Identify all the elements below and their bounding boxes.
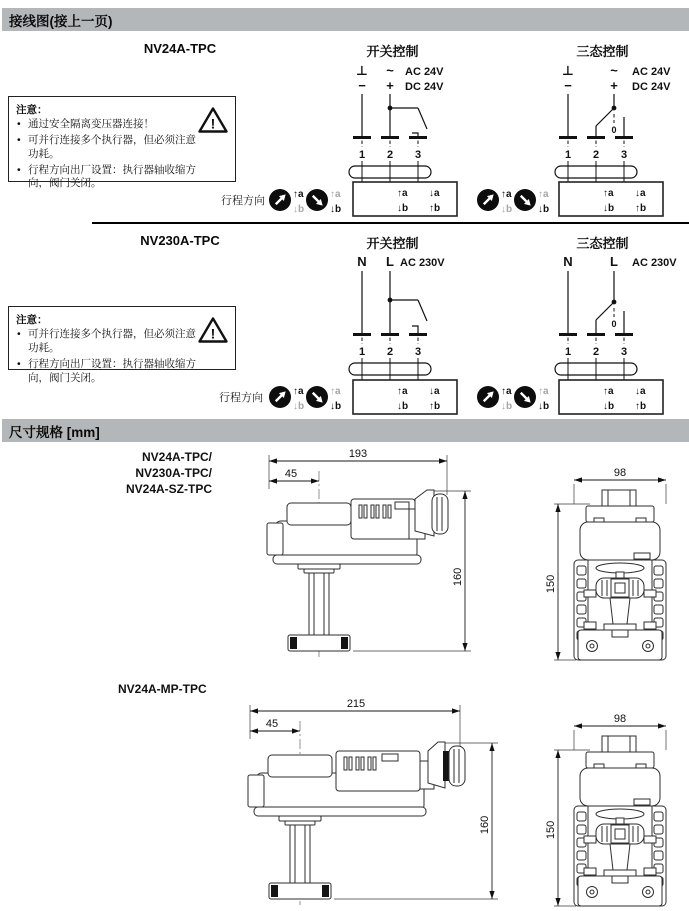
svg-text:↓b: ↓b bbox=[330, 401, 342, 412]
svg-text:↓b: ↓b bbox=[538, 401, 550, 412]
terminal-number: 3 bbox=[414, 346, 422, 358]
dim-offset: 45 bbox=[265, 718, 279, 730]
stroke-direction-a: ↑a bbox=[603, 188, 614, 199]
dim-height: 150 bbox=[545, 574, 557, 594]
svg-text:↑a: ↑a bbox=[501, 189, 512, 200]
voltage-label-dc: DC 24V bbox=[632, 81, 671, 93]
diagram-title-tristate-control-230: 三态控制 bbox=[576, 236, 629, 251]
svg-text:↑a: ↑a bbox=[330, 386, 341, 397]
notes-box-nv24a bbox=[8, 96, 236, 190]
svg-text:↓b: ↓b bbox=[330, 204, 342, 215]
stroke-direction-b: ↑b bbox=[635, 203, 647, 214]
terminal-number: 1 bbox=[564, 149, 572, 161]
dimensions-section-header bbox=[2, 419, 689, 442]
stroke-direction-b: ↓b bbox=[603, 203, 615, 214]
dim-height: 160 bbox=[479, 815, 491, 835]
voltage-label-ac: AC 24V bbox=[632, 66, 671, 78]
dim-offset: 45 bbox=[284, 468, 298, 480]
knob-se-icon bbox=[306, 189, 328, 211]
dimension-model-labels: NV24A-MP-TPC bbox=[118, 682, 207, 696]
direction-knob-pair bbox=[476, 184, 554, 216]
stroke-direction-b: ↓b bbox=[397, 203, 409, 214]
terminal-number: 2 bbox=[592, 346, 600, 358]
stroke-direction-b: ↓b bbox=[397, 401, 409, 412]
stroke-direction-b: ↑b bbox=[429, 203, 441, 214]
model-title-nv230a-tpc: NV230A-TPC bbox=[140, 233, 220, 248]
note-item: • 通过安全隔离变压器连接！ bbox=[16, 118, 228, 132]
dim-length: 193 bbox=[348, 448, 368, 460]
minus-symbol: − bbox=[358, 78, 366, 93]
stroke-direction-label: 行程方向 bbox=[221, 195, 265, 207]
svg-text:↑a: ↑a bbox=[293, 386, 304, 397]
stroke-direction-b: ↓b bbox=[603, 401, 615, 412]
terminal-number: 3 bbox=[620, 346, 628, 358]
ac-symbol: ~ bbox=[610, 63, 618, 78]
voltage-label-dc: DC 24V bbox=[405, 81, 444, 93]
svg-text:↓b: ↓b bbox=[501, 401, 513, 412]
dimensions-section-title: 尺寸规格 [mm] bbox=[9, 424, 100, 440]
diagram-title-switch-control-230: 开关控制 bbox=[366, 236, 419, 251]
knob-se-icon bbox=[514, 189, 536, 211]
terminal-number: 3 bbox=[414, 149, 422, 161]
svg-text:↓b: ↓b bbox=[293, 401, 305, 412]
dim-height: 160 bbox=[452, 567, 464, 587]
svg-text:↑a: ↑a bbox=[538, 386, 549, 397]
terminal-number: 3 bbox=[620, 149, 628, 161]
side-view-drawing-nv24a-mp bbox=[210, 693, 505, 908]
warning-exclamation: ! bbox=[210, 115, 216, 132]
stroke-direction-a: ↓a bbox=[635, 188, 646, 199]
knob-ne-icon bbox=[477, 189, 499, 211]
ground-symbol: ⊥ bbox=[356, 63, 368, 78]
model-title-nv24a-tpc: NV24A-TPC bbox=[143, 41, 217, 56]
knob-se-icon bbox=[514, 386, 536, 408]
plus-symbol: + bbox=[610, 78, 618, 93]
note-item: • 可并行连接多个执行器，但必须注意功耗。 bbox=[16, 328, 228, 356]
plus-symbol: + bbox=[386, 78, 394, 93]
stroke-direction-a: ↓a bbox=[429, 386, 440, 397]
svg-text:↓b: ↓b bbox=[501, 204, 513, 215]
svg-text:↓b: ↓b bbox=[293, 204, 305, 215]
knob-ne-icon bbox=[477, 386, 499, 408]
stroke-direction-a: ↑a bbox=[603, 386, 614, 397]
ground-symbol: ⊥ bbox=[562, 63, 574, 78]
switch-zero-position: 0 bbox=[611, 319, 617, 329]
svg-text:↓b: ↓b bbox=[538, 204, 550, 215]
front-view-drawing-nv24a-mp bbox=[538, 706, 688, 911]
wiring-section-header bbox=[2, 8, 689, 31]
terminal-number: 2 bbox=[386, 346, 394, 358]
stroke-direction-a: ↓a bbox=[635, 386, 646, 397]
section-divider bbox=[92, 222, 689, 224]
diagram-title-switch-control-24: 开关控制 bbox=[366, 44, 419, 59]
stroke-direction-label: 行程方向 bbox=[219, 392, 263, 404]
switch-zero-position: 0 bbox=[611, 125, 617, 135]
line-symbol: L bbox=[386, 254, 394, 269]
dim-length: 215 bbox=[346, 698, 366, 710]
terminal-number: 1 bbox=[358, 149, 366, 161]
voltage-label-ac: AC 230V bbox=[632, 257, 677, 269]
dim-height: 150 bbox=[545, 820, 557, 840]
side-view-drawing-nv24a bbox=[213, 443, 478, 665]
terminal-number: 2 bbox=[592, 149, 600, 161]
neutral-symbol: N bbox=[357, 254, 367, 269]
svg-text:↑a: ↑a bbox=[538, 189, 549, 200]
svg-text:↑a: ↑a bbox=[293, 189, 304, 200]
front-view-drawing-nv24a bbox=[538, 460, 688, 670]
dim-width: 98 bbox=[613, 713, 627, 725]
wiring-diagram-nv24a-tristate bbox=[548, 62, 689, 218]
dim-width: 98 bbox=[613, 467, 627, 479]
stroke-direction-b: ↑b bbox=[429, 401, 441, 412]
direction-knob-pair bbox=[476, 381, 554, 413]
stroke-direction-a: ↑a bbox=[397, 188, 408, 199]
note-item: • 可并行连接多个执行器，但必须注意功耗。 bbox=[16, 134, 228, 162]
svg-text:↑a: ↑a bbox=[501, 386, 512, 397]
stroke-direction-b: ↑b bbox=[635, 401, 647, 412]
warning-exclamation: ! bbox=[210, 325, 216, 342]
terminal-number: 1 bbox=[564, 346, 572, 358]
notes-title: 注意： bbox=[16, 314, 48, 326]
dimension-model-labels: NV24A-TPC/ NV230A-TPC/ NV24A-SZ-TPC bbox=[125, 450, 212, 497]
neutral-symbol: N bbox=[563, 254, 573, 269]
wiring-diagram-nv24a-switch bbox=[342, 62, 492, 218]
terminal-number: 2 bbox=[386, 149, 394, 161]
minus-symbol: − bbox=[564, 78, 572, 93]
stroke-direction-a: ↓a bbox=[429, 188, 440, 199]
terminal-number: 1 bbox=[358, 346, 366, 358]
wiring-diagram-nv230a-tristate bbox=[548, 252, 689, 416]
voltage-label-ac: AC 230V bbox=[400, 257, 445, 269]
wiring-section-title: 接线图(接上一页) bbox=[9, 13, 113, 29]
voltage-label-ac: AC 24V bbox=[405, 66, 444, 78]
notes-box-nv230a bbox=[8, 306, 236, 384]
knob-se-icon bbox=[306, 386, 328, 408]
line-symbol: L bbox=[610, 254, 618, 269]
note-item: • 行程方向出厂设置：执行器轴收缩方向，阀门关闭。 bbox=[16, 358, 228, 386]
stroke-direction-a: ↑a bbox=[397, 386, 408, 397]
knob-ne-icon bbox=[269, 386, 291, 408]
ac-symbol: ~ bbox=[386, 63, 394, 78]
direction-knob-pair bbox=[268, 381, 346, 413]
note-item: • 行程方向出厂设置：执行器轴收缩方向，阀门关闭。 bbox=[16, 164, 228, 192]
svg-text:↑a: ↑a bbox=[330, 189, 341, 200]
notes-title: 注意： bbox=[16, 104, 48, 116]
knob-ne-icon bbox=[269, 189, 291, 211]
diagram-title-tristate-control-24: 三态控制 bbox=[576, 44, 629, 59]
direction-knob-pair bbox=[268, 184, 346, 216]
wiring-diagram-nv230a-switch bbox=[342, 252, 492, 416]
